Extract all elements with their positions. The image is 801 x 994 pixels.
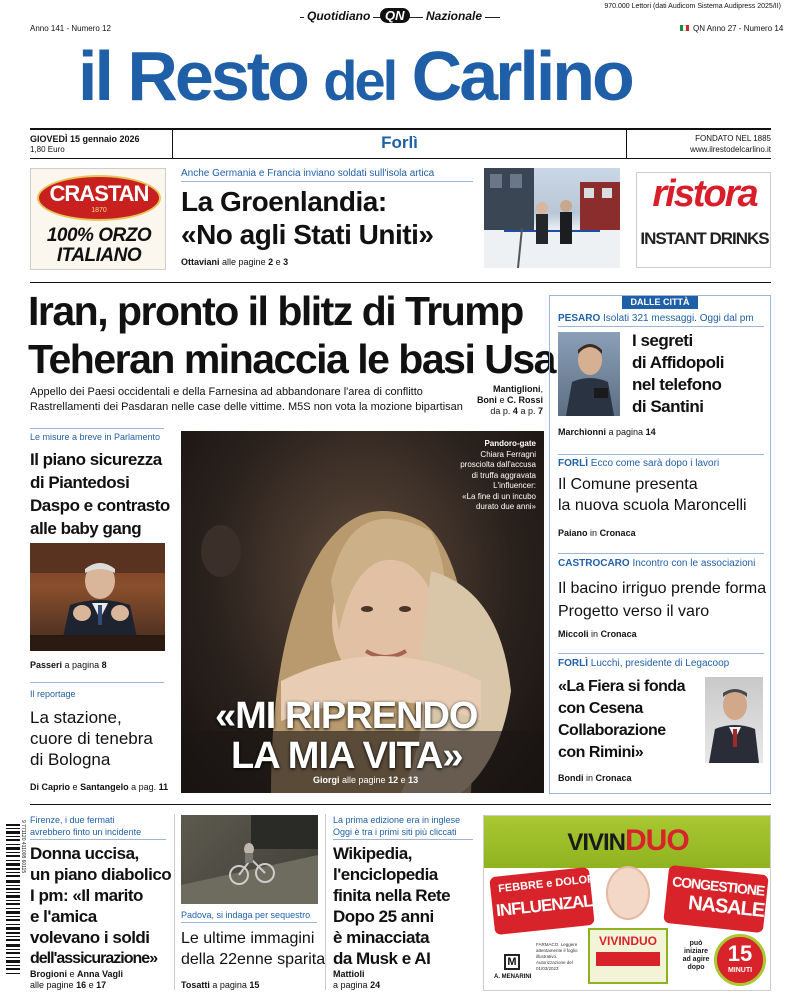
crastan-line-1: 100% ORZO [46, 225, 152, 246]
wikipedia-byline-2: a pagina 24 [333, 980, 381, 990]
security-head-4: alle baby gang [30, 519, 142, 538]
vivinduo-fine-print: FARMACO. Leggere attentamente il foglio illustrativo. Autorizzazione del 01/03/2023 [536, 942, 578, 971]
legacoop-head-3: Collaborazione [558, 722, 666, 739]
top-story-byline: Ottaviani alle pagine 2 e 3 [181, 257, 289, 267]
lead-headline-2: Teheran minaccia le basi Usa [28, 336, 555, 382]
firenze-byline-2: alle pagine 16 e 17 [30, 980, 107, 990]
feature-caption-6: «La fine di un incubo [462, 491, 536, 501]
pesaro-head-2: di Affidopoli [632, 353, 725, 372]
lead-summary-2: Rastrellamenti dei Pasdaran nelle case delle vittime. M5S non vota la mozione bipartisan [30, 401, 463, 413]
security-byline: Passeri a pagina 8 [30, 660, 107, 670]
forli-scuola-head-1: Il Comune presenta [558, 476, 698, 493]
pesaro-head-1: I segreti [632, 331, 693, 350]
flag-icon [680, 25, 689, 31]
feature-caption-2: Chiara Ferragni [480, 449, 536, 459]
wikipedia-head-1: Wikipedia, [333, 844, 412, 863]
lead-headline-1: Iran, pronto il blitz di Trump [28, 288, 523, 334]
ristora-tagline: INSTANT DRINKS [640, 229, 769, 248]
pesaro-head-3: nel telefono [632, 375, 722, 394]
reportage-story[interactable] [30, 707, 175, 770]
firenze-head-4: e l'amica [30, 907, 97, 926]
wikipedia-head-2: l'enciclopedia [333, 865, 438, 884]
logo-part-1: il Resto [78, 37, 307, 115]
firenze-head-2: un piano diabolico [30, 865, 172, 884]
menarini-logo: M [504, 954, 520, 970]
legacoop-byline: Bondi in Cronaca [558, 773, 632, 783]
feature-caption-4: di truffa aggravata [471, 470, 536, 480]
forli-scuola-story[interactable] [558, 474, 747, 516]
qn-label-left: Quotidiano [304, 9, 373, 23]
pesaro-head-4: di Santini [632, 397, 704, 416]
logo-part-3: Carlino [411, 37, 632, 115]
wikipedia-byline-1: Mattioli [333, 969, 365, 979]
padova-cctv-photo [181, 815, 318, 904]
badge-number: 15 [727, 941, 753, 966]
firenze-head-3: I pm: «Il marito [30, 886, 143, 905]
crastan-line-2: ITALIANO [56, 245, 142, 266]
vivinduo-ad[interactable] [483, 815, 771, 991]
wikipedia-kicker-2: Oggi è tra i primi siti più cliccati [333, 827, 457, 837]
menarini-label: A. MENARINI [494, 974, 532, 980]
top-story-headline-1: La Groenlandia: [181, 186, 387, 217]
security-head-2: di Piantedosi [30, 473, 130, 492]
feature-caption-5: L'influencer: [493, 481, 536, 490]
issue-number-left: Anno 141 - Numero 12 [30, 24, 111, 33]
wikipedia-head-3: finita nella Rete [333, 886, 451, 905]
reportage-byline: Di Caprio e Santangelo a pag. 11 [30, 782, 169, 792]
fifteen-minutes-badge [714, 934, 766, 986]
reportage-head-2: cuore di tenebra [30, 729, 153, 748]
security-head-1: Il piano sicurezza [30, 450, 162, 469]
security-head-3: Daspo e contrasto [30, 496, 170, 515]
firenze-byline-1: Brogioni e Anna Vagli [30, 969, 124, 979]
firenze-head-1: Donna uccisa, [30, 844, 139, 863]
castrocaro-story[interactable] [558, 577, 766, 623]
padova-byline: Tosatti a pagina 15 [181, 980, 260, 990]
feature-byline: Giorgi alle pagine 12 e 13 [313, 775, 419, 785]
vivinduo-right-1: CONGESTIONE [671, 873, 766, 899]
crastan-year: 1870 [91, 207, 107, 214]
ristora-ad[interactable] [636, 172, 771, 268]
firenze-head-6: dell'assicurazione» [30, 950, 158, 967]
vivinduo-face-icon [606, 866, 650, 920]
pesaro-byline: Marchionni a pagina 14 [558, 427, 656, 437]
founded-note: FONDATO NEL 1885 [695, 134, 771, 143]
security-story[interactable] [30, 448, 170, 540]
ristora-brand: ristora [652, 173, 757, 215]
castrocaro-head-2: Progetto verso il varo [558, 603, 710, 620]
padova-head-1: Le ultime immagini [181, 930, 315, 947]
lucchi-photo [705, 677, 763, 763]
crastan-ad[interactable] [30, 168, 166, 270]
vivinduo-left-2: INFLUENZALI [495, 890, 598, 921]
piantedosi-photo [30, 543, 165, 651]
legacoop-head-4: con Rimini» [558, 744, 644, 761]
vivinduo-product-box [588, 928, 668, 984]
dalle-citta-box [549, 295, 771, 794]
qn-bar [300, 9, 500, 26]
vivinduo-brand: VIVINDUO [567, 824, 689, 857]
feature-caption-3: prosciolta dall'accusa [460, 460, 536, 469]
wikipedia-head-5: è minacciata [333, 928, 430, 947]
forli-scuola-byline: Paiano in Cronaca [558, 528, 636, 538]
vivinduo-disclaimer: può iniziare ad agire dopo [682, 940, 710, 971]
top-story-kicker: Anche Germania e Francia inviano soldati sull'isola artica [181, 168, 435, 179]
castrocaro-byline: Miccoli in Cronaca [558, 629, 637, 639]
firenze-head-5: volevano i soldi [30, 928, 150, 947]
padova-head-2: della 22enne sparita [181, 951, 326, 968]
wikipedia-kicker-1: La prima edizione era in inglese [333, 815, 461, 825]
vivinduo-left-1: FEBBRE e DOLORI [497, 872, 599, 896]
newspaper-logo [78, 36, 698, 116]
pesaro-story[interactable] [632, 330, 724, 418]
feature-caption-7: durato due anni» [475, 502, 536, 511]
qn-label-right: Nazionale [423, 9, 485, 23]
castrocaro-kicker: CASTROCARO Incontro con le associazioni [558, 558, 756, 569]
reportage-head-3: di Bologna [30, 750, 111, 769]
vivinduo-box-brand: VIVINDUO [598, 934, 657, 948]
issue-number-right: QN Anno 27 - Numero 14 [693, 24, 784, 33]
feature-headline-2: LA MIA VITA» [231, 735, 463, 777]
edition-name: Forlì [381, 133, 418, 152]
greenland-photo [484, 168, 620, 268]
feature-photo[interactable] [181, 431, 544, 793]
crastan-brand: CRASTAN [49, 181, 149, 206]
badge-unit: MINUTI [727, 967, 753, 974]
barcode-digits: 9 771120 411008 60115 [20, 820, 26, 874]
top-story-headline-2: «No agli Stati Uniti» [181, 219, 434, 250]
padova-kicker: Padova, si indaga per sequestro [181, 910, 311, 920]
legacoop-head-2: con Cesena [558, 700, 643, 717]
forli-scuola-head-2: la nuova scuola Maroncelli [558, 497, 747, 514]
firenze-kicker-1: Firenze, i due fermati [30, 815, 115, 825]
legacoop-kicker: FORLÌ Lucchi, presidente di Legacoop [558, 658, 730, 669]
security-kicker: Le misure a breve in Parlamento [30, 432, 161, 442]
lead-summary-1: Appello dei Paesi occidentali e della Farnesina ad abbandonare l'area di conflitto [30, 386, 423, 398]
feature-headline-1: «MI RIPRENDO [215, 695, 478, 737]
pesaro-kicker: PESARO Isolati 321 messaggi. Oggi dal pm [558, 313, 754, 324]
vivinduo-right-2: NASALE [687, 892, 766, 922]
firenze-kicker-2: avrebbero finto un incidente [30, 827, 142, 837]
reportage-head-1: La stazione, [30, 708, 122, 727]
barcode [4, 820, 26, 980]
santini-photo [558, 332, 620, 416]
legacoop-story[interactable] [558, 676, 685, 764]
issue-date: GIOVEDÌ 15 gennaio 2026 [30, 134, 140, 144]
dalle-citta-label: DALLE CITTÀ [622, 296, 698, 309]
qn-logo: QN [380, 8, 410, 23]
wikipedia-head-4: Dopo 25 anni [333, 907, 434, 926]
legacoop-head-1: «La Fiera si fonda [558, 678, 686, 695]
edition-box [172, 130, 627, 158]
logo-part-2: del [323, 49, 396, 112]
website: www.ilrestodelcarlino.it [690, 145, 771, 154]
issue-price: 1,80 Euro [30, 145, 65, 154]
feature-caption-1: Pandoro-gate [484, 439, 536, 448]
lead-authors: Mantiglioni, Boni e C. Rossi da p. 4 a p. 7 [476, 384, 543, 416]
readers-note: 970.000 Lettori (dati Audicom Sistema Audipress 2025/II) [604, 3, 781, 10]
feature-caption [426, 439, 536, 513]
forli-scuola-kicker: FORLÌ Ecco come sarà dopo i lavori [558, 458, 720, 469]
reportage-kicker: Il reportage [30, 689, 76, 699]
wikipedia-head-6: da Musk e AI [333, 949, 431, 968]
castrocaro-head-1: Il bacino irriguo prende forma [558, 580, 767, 597]
